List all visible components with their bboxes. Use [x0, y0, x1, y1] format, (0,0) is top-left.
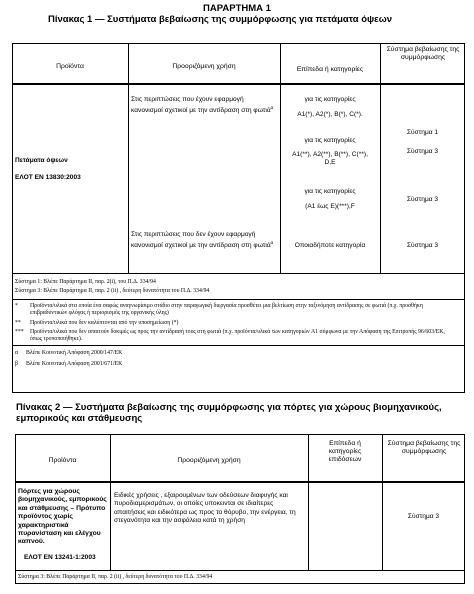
t2-intended-use: Ειδικές χρήσεις , εξαιρουμένων των οδεύσεων διαφυγής και πυροδιαμερισμάτων, οι οποίες υποκεινται σε ιδιαίτερες απαιτήσεις και ειδικότερα ως προς το θόρυβο, την ενέργεια, τη στεγανότητα και την ασφάλεια κατά τη χρήση	[114, 492, 296, 525]
t1-star-note-3: Προϊόντα/υλικά που δεν απαιτούν δοκιμές ως προς την αντίδρασή τους στη φωτιά (π.χ. προϊόντα/υλικά των κατηγοριών A1 σύμφωνα με την Απόφαση της Επιτροπής 96/603/ΕΚ, όπως τροποποιήθηκε).	[30, 329, 445, 342]
t1-use-unregulated: Στις περιπτώσεις που δεν έχουν εφαρμογή κανονισμοί σχετικοί με την αντίδραση στη φωτιά$^\alpha$	[131, 231, 274, 250]
t1-star-note-2: Προϊόντα/υλικά που δεν καλύπτονται από την υποσημείωση (*)	[30, 320, 179, 326]
t1-row1-level: για τις κατηγορίες A1(*), A2(*), B(*), C(*).	[297, 96, 363, 118]
t2-system-note: Σύστημα 3: Βλέπε Παράρτημα ΙΙ, παρ. 2 (ii) , δεύτερη δυνατότητα του Π.Δ. 334/94	[18, 574, 213, 580]
t1-row4-level: Οποιαδήποτε κατηγορία	[294, 242, 366, 249]
t1-header-intended-use: Προοριζόμενη χρήση	[172, 63, 236, 70]
t1-star-note-3-mark: ***	[15, 329, 24, 335]
t1-alpha-note-mark: α	[15, 350, 19, 356]
t1-header-systems: Σύστημα βεβαίωσης της συμμόρφωσης	[386, 46, 460, 61]
t2-system: Σύστημα 3	[407, 513, 440, 520]
annex-title: ΠΑΡΑΡΤΗΜΑ 1	[203, 3, 271, 14]
t1-row2-system: Σύστημα 3	[406, 148, 439, 155]
t1-row2-level: για τις κατηγορίες A1(**), A2(**), B(**), C(**), D,E	[292, 137, 368, 166]
t2-product-name: Πόρτες για χώρους βιομηχανικούς, εμπορικούς και στάθμευσης – Πρότυπο προϊόντος χωρίς χαρακτηριστικά πυρανίσταση και ελέγχου καπνού.	[18, 488, 107, 546]
t1-star-note-1-mark: *	[15, 303, 18, 309]
table2-title: Πίνακας 2 — Συστήματα βεβαίωσης της συμμόρφωσης για πόρτες για χώρους βιομηχανικούς, εμπορικούς και στάθμευσης	[16, 402, 442, 424]
t2-header-systems: Σύστημα βεβαίωσης της συμμόρφωσης	[387, 440, 461, 455]
t1-system-note-2: Σύστημα 3: Βλέπε Παράρτημα ΙΙ, παρ. 2 (ii) , δεύτερη δυνατότητα του Π.Δ. 334/94	[15, 288, 210, 294]
t2-header-products: Προϊόντα	[48, 457, 77, 464]
t1-system-note-1: Σύστημα 1: Βλέπε Παράρτημα ΙΙ, παρ. 2(i), του Π.Δ. 334/94	[15, 279, 156, 285]
t1-product-name: Πετάματα όψεων	[15, 157, 68, 164]
t2-product-standard: ΕΛΟΤ ΕΝ 13241-1:2003	[24, 554, 96, 561]
t1-use-regulated: Στις περιπτώσεις που έχουν εφαρμογή κανονισμοί σχετικοί με την αντίδραση στη φωτιά$^\alpha$	[131, 96, 274, 115]
t2-header-levels: Επίπεδα ή κατηγορίες επιδόσεων	[328, 440, 362, 463]
t1-row3-level: για τις κατηγορίες (A1 έως E)(***),F	[304, 188, 356, 210]
t1-row1-system: Σύστημα 1	[406, 129, 439, 136]
t1-row3-system: Σύστημα 3	[406, 196, 439, 203]
t1-product-standard: ΕΛΟΤ ΕΝ 13830:2003	[15, 174, 81, 181]
t1-row4-system: Σύστημα 3	[406, 242, 439, 249]
t1-star-note-1: Προϊόντα/υλικά στα οποία ένα σαφώς αναγνωρίσιμο στάδιο στην παραγωγική διεργασία προσθέτει μια βελτίωση στην ταξινόμηση αντίδρασης σε φωτιά (π.χ. προσθήκη επιβραδυντικών φλόγας ή περιορισμός της οργανικής ύλης)	[30, 303, 423, 316]
t1-beta-note: Βλέπε Κοινοτική Απόφαση 2001/671/ΕΚ	[26, 361, 123, 367]
t1-header-levels: Επίπεδα ή κατηγορίες	[296, 66, 364, 73]
table1-title: Πίνακας 1 — Συστήματα βεβαίωσης της συμμόρφωσης για πετάματα όψεων	[48, 14, 392, 25]
t2-header-intended-use: Προοριζόμενη χρήση	[177, 457, 241, 464]
t1-header-products: Προϊόντα	[56, 63, 84, 70]
t1-alpha-note: Βλέπε Κοινοτική Απόφαση 2000/147/ΕΚ	[26, 350, 123, 356]
t1-beta-note-mark: β	[15, 361, 18, 367]
t1-star-note-2-mark: **	[15, 320, 21, 326]
